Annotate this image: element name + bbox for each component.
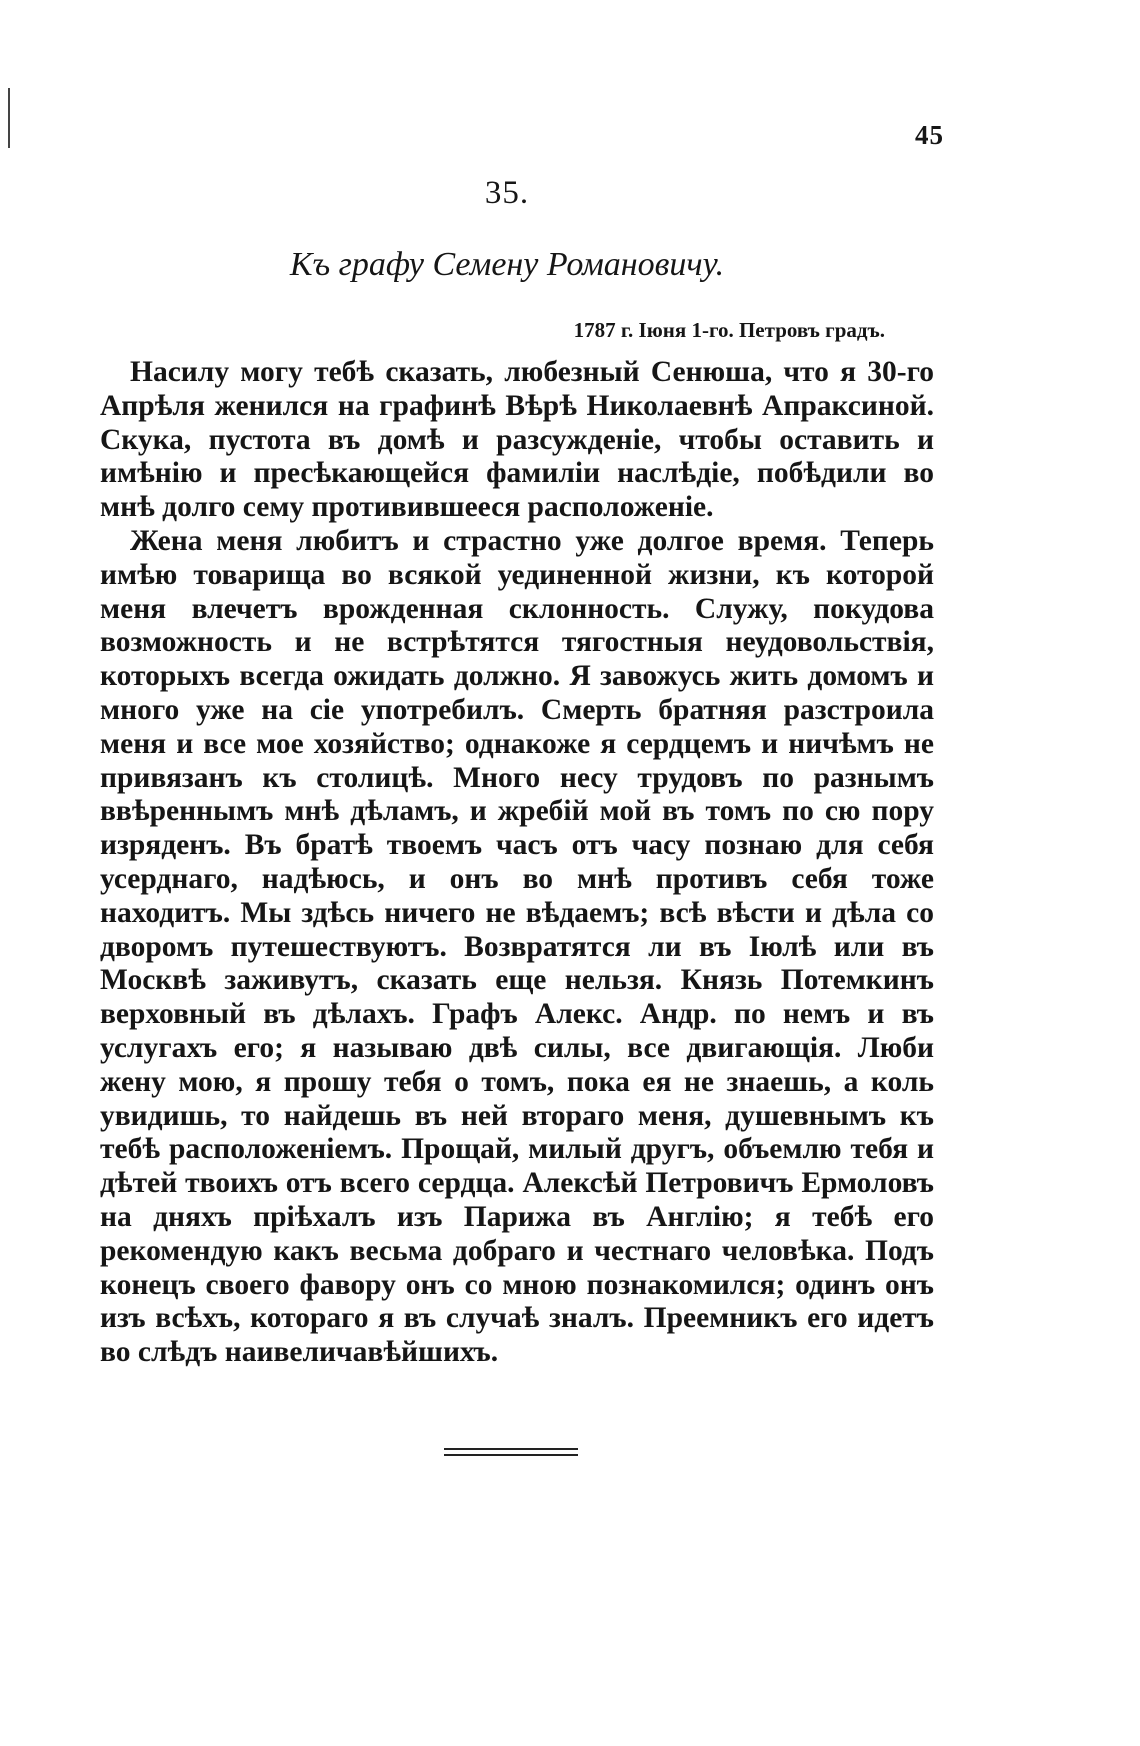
page-number: 45 [915,120,944,150]
letter-addressee: Къ графу Семену Романовичу. [289,246,725,283]
rule-line [444,1454,578,1456]
letter-body [100,356,934,1370]
letter-dateline: 1787 г. Іюня 1-го. Петровъ градъ. [573,318,885,342]
page-edge-mark [8,88,10,148]
paragraph: Жена меня любитъ и страстно уже долгое время. Теперь имѣю товарища во всякой уединенной жизни, къ которой меня влечетъ врожденная склонность. Служу, покудова возможность и не встрѣтятся тягостныя неудовольствія, которыхъ всегда ожидать должно. Я завожусь жить домомъ и много уже на сіе употребилъ. Смерть братняя разстроила меня и все мое хозяйство; однакоже я сердцемъ и ничѣмъ не привязанъ къ столицѣ. Много несу трудовъ по разнымъ ввѣреннымъ мнѣ дѣламъ, и жребій мой въ томъ по сю пору изряденъ. Въ братѣ твоемъ часъ отъ часу познаю для себя усерднаго, надѣюсь, и онъ во мнѣ противъ себя тоже находитъ. Мы здѣсь ничего не вѣдаемъ; всѣ вѣсти и дѣла со дворомъ путешествуютъ. Возвратятся ли въ Іюлѣ или въ Москвѣ заживутъ, сказать еще нельзя. Князь Потемкинъ верховный въ дѣлахъ. Графъ Алекс. Андр. по немъ и въ услугахъ его; я называю двѣ силы, все двигающія. Люби жену мою, я прошу тебя о томъ, пока ея не знаешь, а коль увидишь, то найдешь въ ней втораго меня, душевнымъ къ тебѣ расположеніемъ. Прощай, милый другъ, объемлю тебя и дѣтей твоихъ отъ всего сердца. Алексѣй Петровичъ Ермоловъ на дняхъ пріѣхалъ изъ Парижа въ Англію; я тебѣ его рекомендую какъ весьма добраго и честнаго человѣка. Подъ конецъ своего фавору онъ со мною познакомился; одинъ онъ изъ всѣхъ, котораго я въ случаѣ зналъ. Преемникъ его идетъ во слѣдъ наивеличавѣйшихъ. [100,524,934,1369]
letter-number: 35. [484,175,530,211]
paragraph: Насилу могу тебѣ сказать, любезный Сенюша, что я 30-го Апрѣля женился на графинѣ Вѣрѣ Николаевнѣ Апраксиной. Скука, пустота въ домѣ и разсужденіе, чтобы оставить и имѣнію и пресѣкающейся фамиліи наслѣдіе, побѣдили во мнѣ долго сему противившееся расположеніе. [100,356,934,524]
rule-line [444,1448,578,1450]
end-rule [444,1448,578,1460]
